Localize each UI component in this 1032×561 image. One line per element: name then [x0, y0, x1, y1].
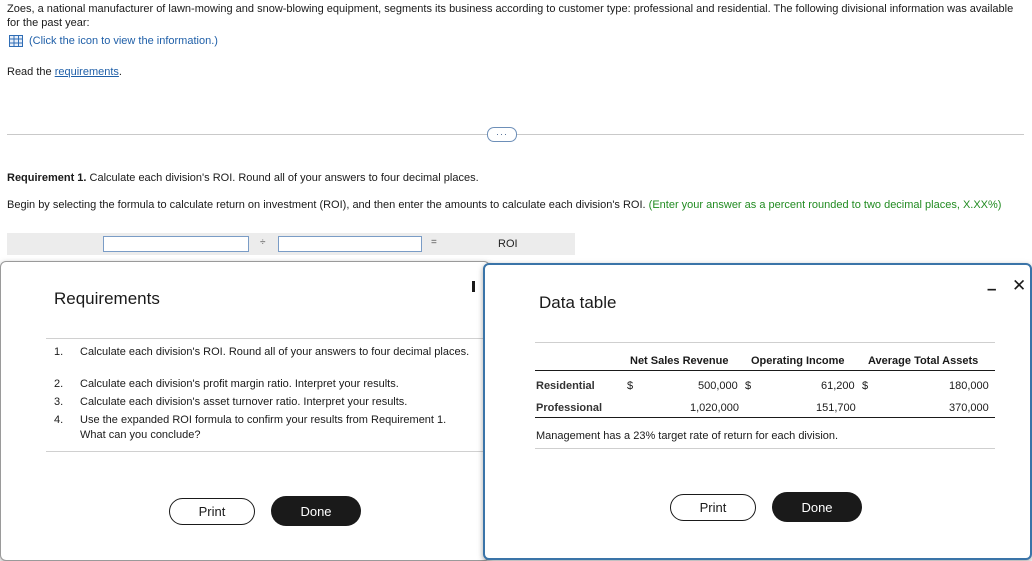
data-table-title: Data table: [539, 293, 617, 312]
instructions-text: Begin by selecting the formula to calculate return on investment (ROI), and then enter the amounts to calculate each division's ROI.: [7, 199, 649, 211]
data-table: [535, 342, 995, 449]
cell-assets: 180,000: [949, 380, 989, 392]
data-table-dialog: [483, 263, 1032, 560]
formula-input-1[interactable]: [103, 236, 249, 252]
cell-sales: 500,000: [698, 380, 738, 392]
row-label-residential: Residential: [536, 380, 595, 392]
instructions: [7, 198, 1019, 212]
read-suffix: .: [118, 66, 122, 78]
read-prefix: Read the: [7, 66, 55, 78]
currency-sign: $: [745, 380, 752, 392]
requirement-number: 2.: [54, 378, 64, 390]
table-icon[interactable]: [9, 35, 23, 47]
table-bottom-rule: [535, 417, 995, 418]
requirements-list: [46, 338, 484, 452]
minimize-icon[interactable]: –: [987, 279, 997, 298]
requirement-item: [54, 413, 470, 443]
cell-sales: 1,020,000: [690, 402, 739, 414]
requirement-1-label: Requirement 1.: [7, 172, 87, 184]
requirement-1-text: Calculate each division's ROI. Round all of your answers to four decimal places.: [86, 172, 479, 184]
requirement-number: 1.: [54, 346, 64, 358]
problem-intro: Zoes, a national manufacturer of lawn-mowing and snow-blowing equipment, segments its business according to customer type: professional and residential. The following divisional information was available for the past year:: [7, 3, 1014, 29]
instructions-hint: (Enter your answer as a percent rounded to two decimal places, X.XX%): [648, 199, 1002, 211]
requirements-link[interactable]: requirements: [54, 66, 119, 78]
cell-income: 151,700: [816, 402, 856, 414]
requirement-item: [54, 395, 470, 410]
cell-income: 61,200: [821, 380, 855, 392]
print-button[interactable]: Print: [169, 498, 255, 525]
close-icon[interactable]: ✕: [1012, 276, 1027, 295]
done-button[interactable]: Done: [271, 496, 361, 526]
equals-operator: =: [431, 237, 437, 248]
requirement-text: Calculate each division's ROI. Round all of your answers to four decimal places.: [80, 346, 470, 358]
requirements-title: Requirements: [54, 289, 160, 308]
target-rate-note: Management has a 23% target rate of return for each division.: [536, 430, 839, 442]
expand-button[interactable]: ···: [487, 127, 517, 142]
requirement-text: Use the expanded ROI formula to confirm your results from Requirement 1. What can you conclude?: [80, 414, 447, 441]
cell-assets: 370,000: [949, 402, 989, 414]
header-operating-income: Operating Income: [751, 355, 845, 367]
requirements-dialog: [0, 261, 490, 561]
requirement-1-heading: [7, 172, 479, 184]
header-average-assets: Average Total Assets: [868, 355, 979, 367]
requirement-text: Calculate each division's asset turnover ratio. Interpret your results.: [80, 396, 408, 408]
roi-formula-row: [7, 233, 575, 255]
read-requirements-line: [7, 66, 122, 78]
roi-label: ROI: [498, 238, 518, 250]
done-button[interactable]: Done: [772, 492, 862, 522]
requirement-number: 4.: [54, 414, 64, 426]
row-label-professional: Professional: [536, 402, 603, 414]
requirement-item: [54, 345, 470, 360]
currency-sign: $: [627, 380, 634, 392]
header-rule: [535, 370, 995, 371]
view-information-label[interactable]: (Click the icon to view the information.): [29, 35, 218, 47]
view-information-link[interactable]: [9, 35, 218, 47]
requirement-number: 3.: [54, 396, 64, 408]
currency-sign: $: [862, 380, 869, 392]
print-button[interactable]: Print: [670, 494, 756, 521]
formula-input-2[interactable]: [278, 236, 422, 252]
resize-handle[interactable]: [472, 281, 475, 292]
divide-operator: ÷: [260, 237, 266, 248]
requirement-text: Calculate each division's profit margin ratio. Interpret your results.: [80, 378, 399, 390]
header-net-sales: Net Sales Revenue: [630, 355, 729, 367]
requirement-item: [54, 377, 470, 392]
